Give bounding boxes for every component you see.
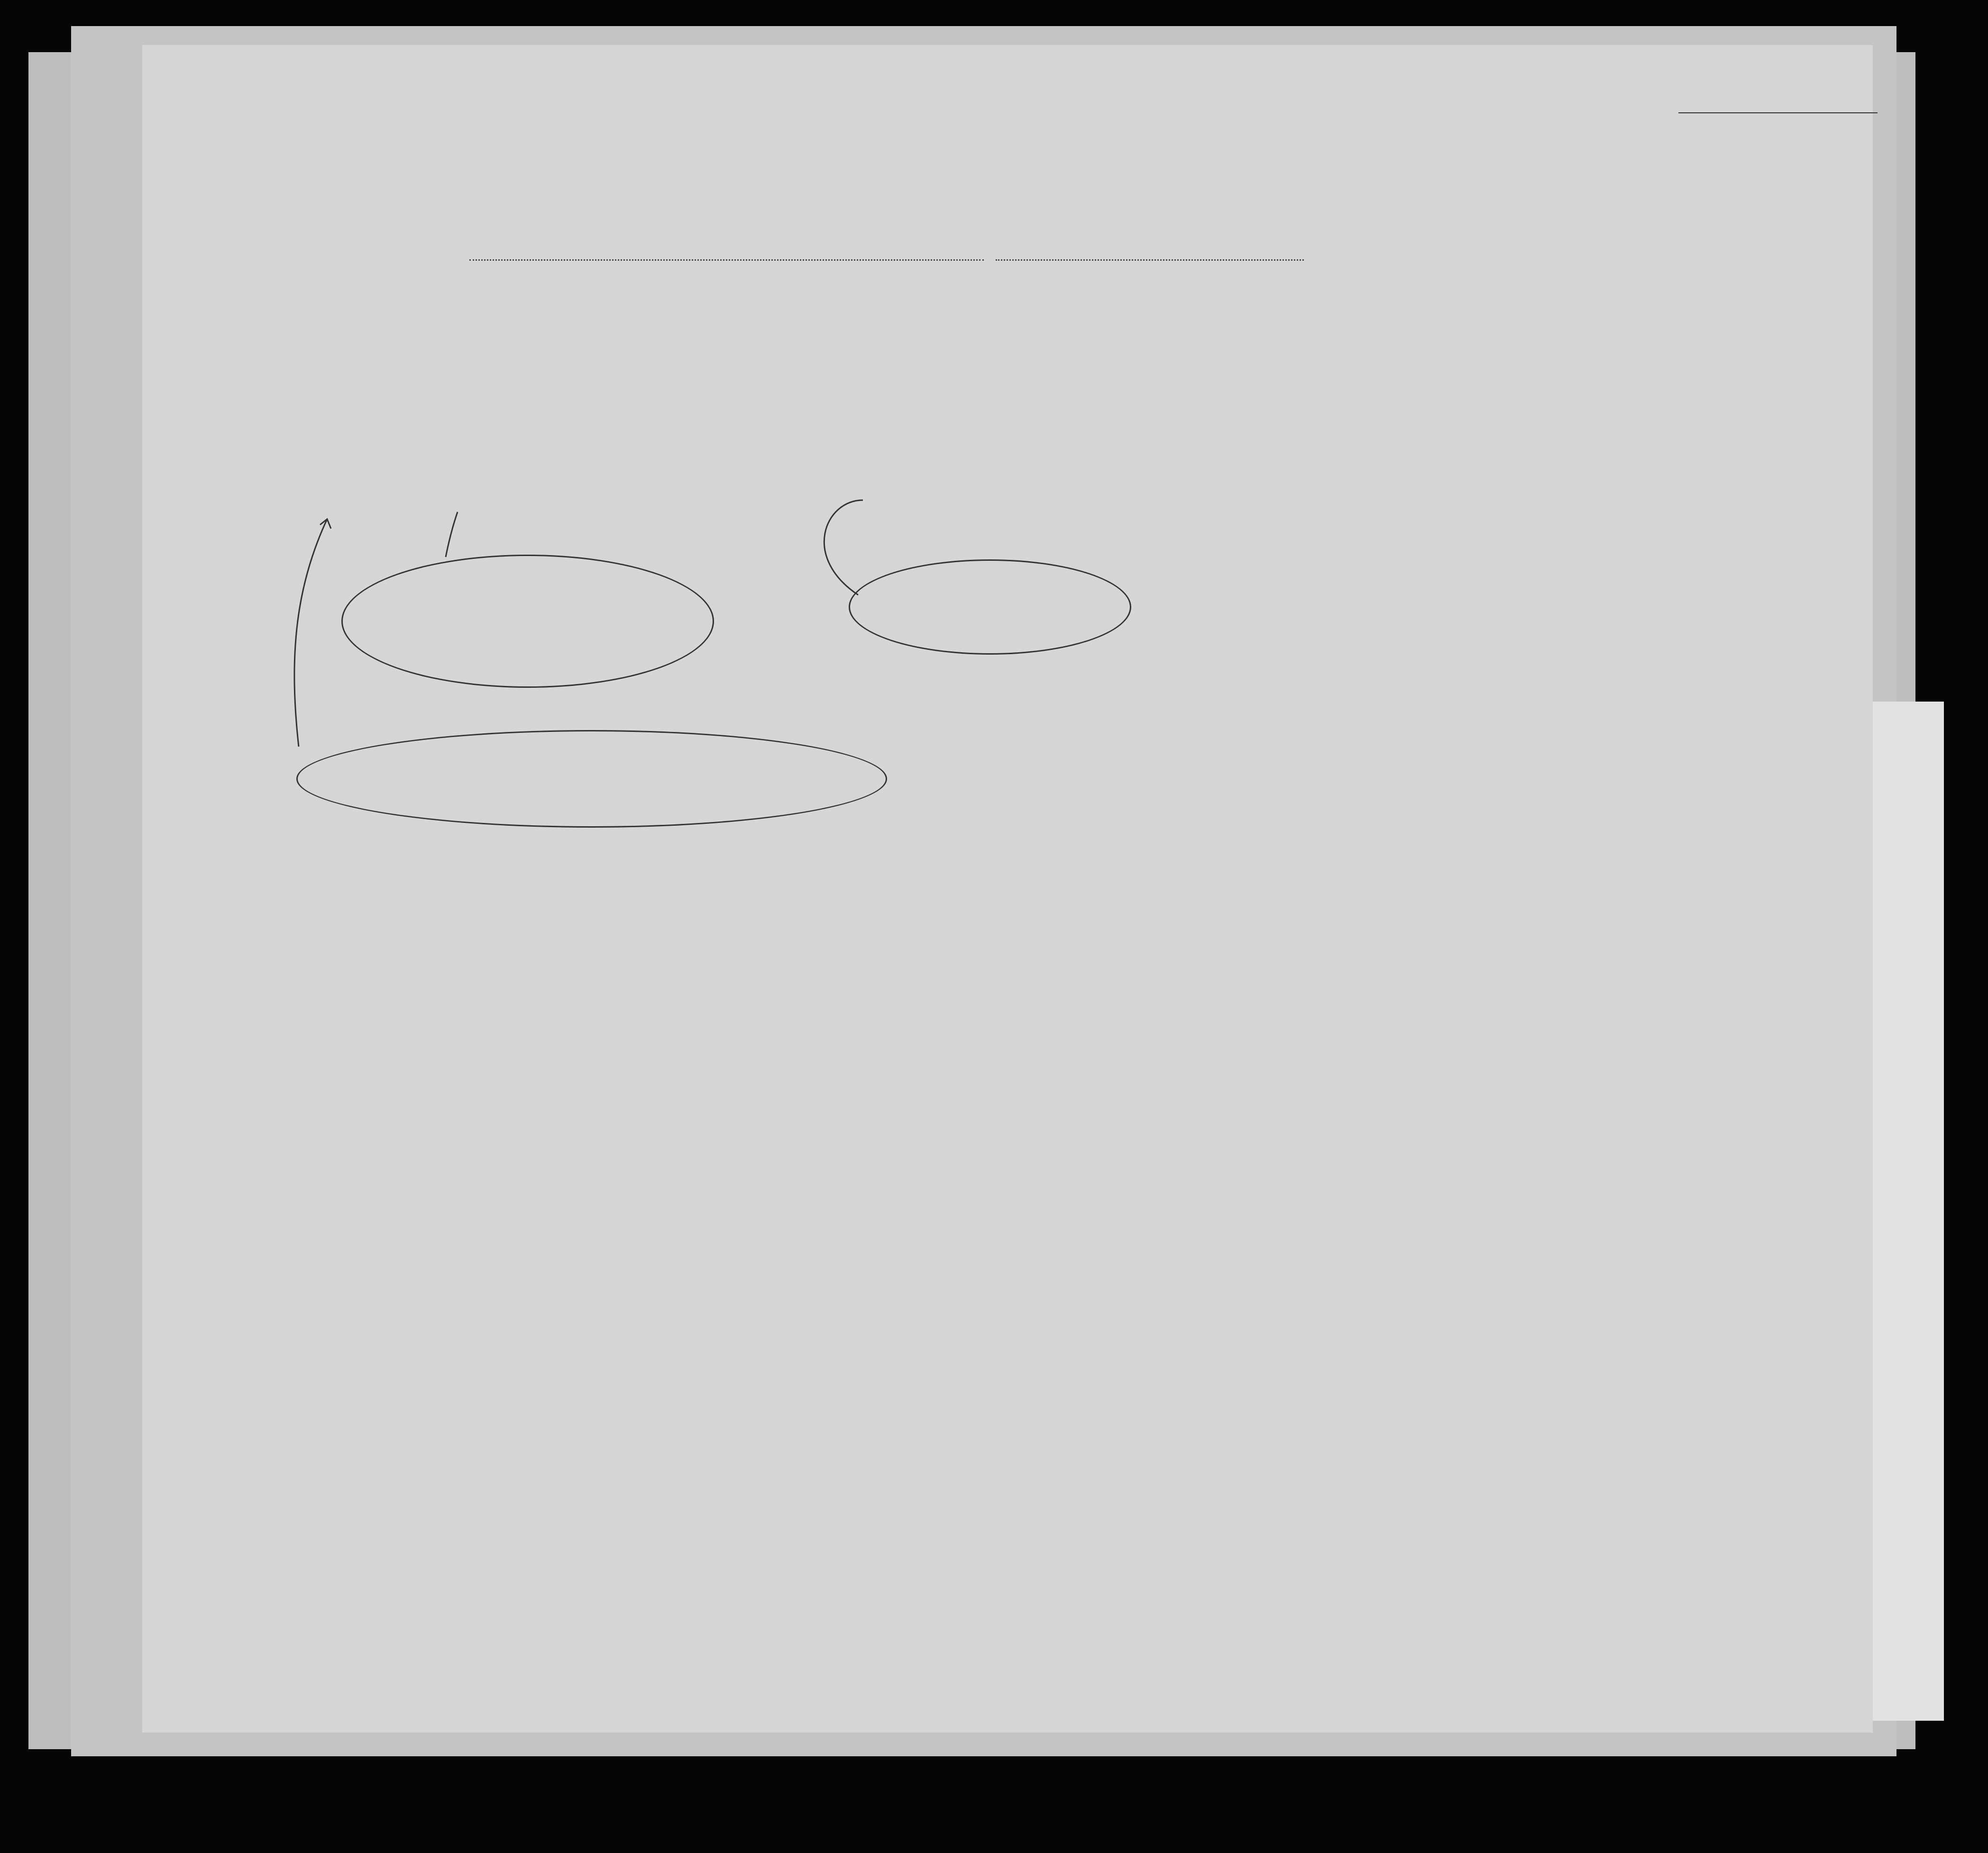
header-prison xyxy=(996,318,1019,446)
header-length-of-stay xyxy=(890,332,919,446)
header-become-citizen xyxy=(965,332,989,446)
manifest-page xyxy=(142,45,1873,1733)
annotation-oval-employer xyxy=(849,559,1131,655)
header-overthrow xyxy=(1069,318,1107,446)
header-passage-paid xyxy=(299,329,394,331)
header-money xyxy=(398,318,422,448)
header-anarchist xyxy=(1049,318,1063,446)
footnote xyxy=(505,1692,1605,1730)
header-deported xyxy=(1176,318,1200,446)
header-return-intent xyxy=(856,332,884,446)
annotation-oval-visits xyxy=(341,555,714,688)
header-labor-offer xyxy=(1126,318,1159,446)
table-grid xyxy=(142,45,1873,1733)
header-ticket xyxy=(257,318,285,448)
annotation-oval-consideration xyxy=(296,730,887,828)
header-polygamist xyxy=(1026,318,1041,446)
